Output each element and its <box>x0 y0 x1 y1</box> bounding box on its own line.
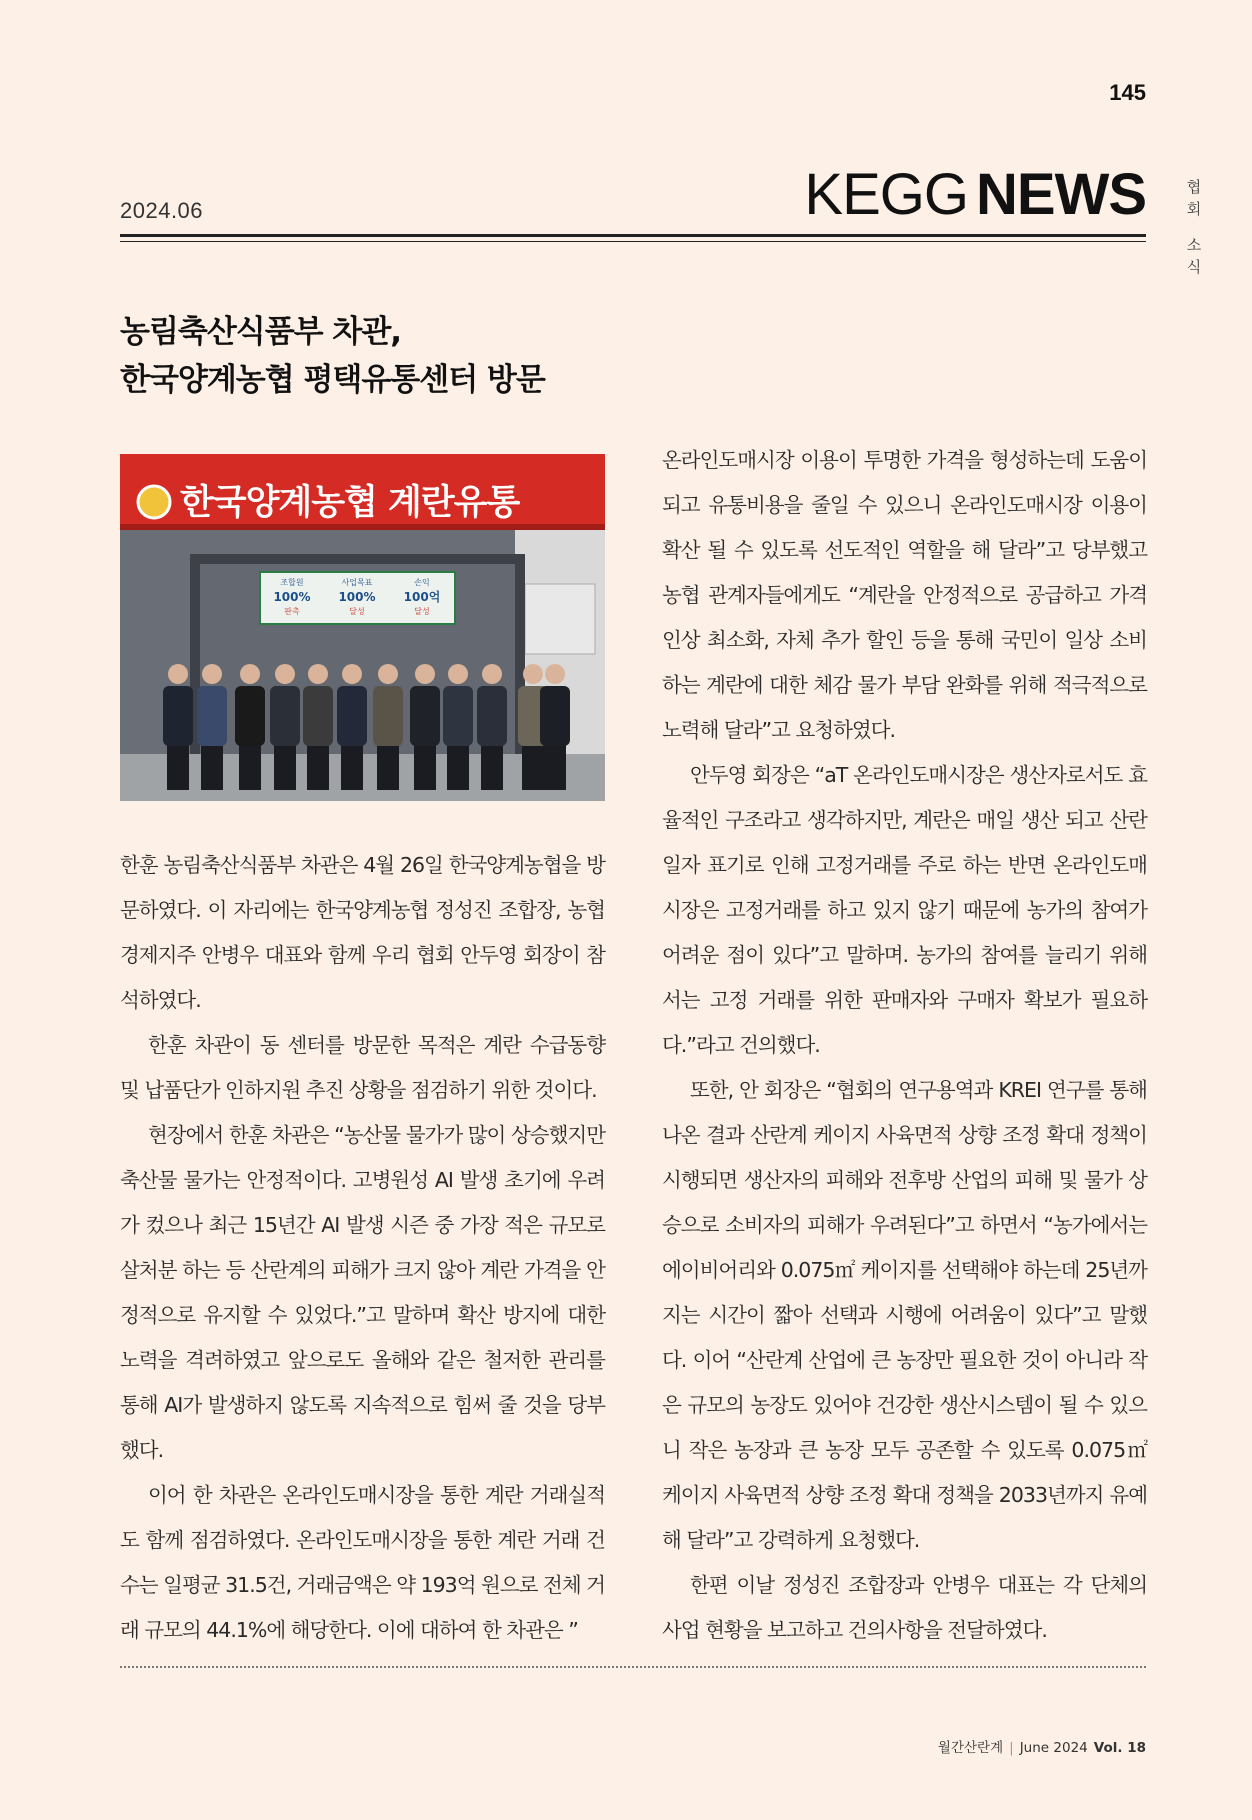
page-number: 145 <box>1109 80 1146 105</box>
issue-date: 2024.06 <box>120 198 204 223</box>
paragraph: 한훈 차관이 동 센터를 방문한 목적은 계란 수급동향 및 납품단가 인하지원 추진 상황을 점검하기 위한 것이다. <box>120 1033 605 1102</box>
person-head <box>545 664 565 684</box>
person-body <box>303 686 333 746</box>
banner-value: 100% <box>338 590 376 604</box>
person-body <box>197 686 227 746</box>
article-title-line2: 한국양계농협 평택유통센터 방문 <box>120 362 545 398</box>
side-label-char: 소 <box>1186 236 1202 254</box>
person-head <box>168 664 188 684</box>
person-body <box>163 686 193 746</box>
person-body <box>270 686 300 746</box>
side-label-char: 협 <box>1186 178 1202 196</box>
person-head <box>308 664 328 684</box>
person-body <box>235 686 265 746</box>
article-title-line1: 농림축산식품부 차관, <box>120 314 402 350</box>
person-head <box>448 664 468 684</box>
side-label-char: 식 <box>1186 258 1202 276</box>
person-head <box>240 664 260 684</box>
person-legs <box>167 744 189 790</box>
person-head <box>275 664 295 684</box>
person-legs <box>201 744 223 790</box>
section-side-label <box>1182 176 1206 278</box>
banner-label: 조합원 <box>280 578 304 587</box>
person-legs <box>447 744 469 790</box>
article-photo <box>120 454 605 801</box>
person-body <box>337 686 367 746</box>
banner-value: 100% <box>273 590 311 604</box>
person-head <box>482 664 502 684</box>
person-head <box>202 664 222 684</box>
person-legs <box>522 744 544 790</box>
banner-sub: 판촉 <box>284 607 300 616</box>
cooperative-logo <box>138 486 170 518</box>
masthead-kegg: KEGG <box>804 162 968 227</box>
person-legs <box>274 744 296 790</box>
sign-text: 한국양계농협 계란유통 <box>180 483 520 523</box>
person-legs <box>307 744 329 790</box>
footer-issue: June 2024 <box>1019 1740 1088 1756</box>
person-legs <box>481 744 503 790</box>
paragraph: 한편 이날 정성진 조합장과 안병우 대표는 각 단체의 사업 현황을 보고하고 건의사항을 전달하였다. <box>662 1573 1147 1642</box>
person-head <box>523 664 543 684</box>
person-head <box>415 664 435 684</box>
photo-illustration <box>120 454 605 801</box>
person-body <box>443 686 473 746</box>
paragraph: 또한, 안 회장은 “협회의 연구용역과 KREI 연구를 통해 나온 결과 산란계 케이지 사육면적 상향 조정 확대 정책이 시행되면 생산자의 피해와 전후방 산업의 피해 및 물가 상승으로 소비자의 피해가 우려된다”고 하면서 “농가에서는 에이비어리와 0.075㎡ 케이지를 선택해야 하는데 25년까지는 시간이 짧아 선택과 시행에 어려움이 있다”고 말했다. 이어 “산란계 산업에 큰 농장만 필요한 것이 아니라 작은 규모의 농장도 있어야 건강한 생산시스템이 될 수 있으니 작은 농장과 큰 농장 모두 공존할 수 있도록 0.075㎡ 케이지 사육면적 상향 조정 확대 정책을 2033년까지 유예해 달라”고 강력하게 요청했다. <box>662 1078 1147 1552</box>
header-rule-thick <box>120 234 1146 237</box>
person-body <box>540 686 570 746</box>
person-head <box>342 664 362 684</box>
banner-sub: 달성 <box>414 607 430 616</box>
masthead-news: NEWS <box>976 162 1146 227</box>
paragraph: 현장에서 한훈 차관은 “농산물 물가가 많이 상승했지만 축산물 물가는 안정적이다. 고병원성 AI 발생 초기에 우려가 컸으나 최근 15년간 AI 발생 시즌 중 가장 적은 규모로 살처분 하는 등 산란계의 피해가 크지 않아 계란 가격을 안정적으로 유지할 수 있었다.”고 말하며 확산 방지에 대한 노력을 격려하였고 앞으로도 올해와 같은 철저한 관리를 통해 AI가 발생하지 않도록 지속적으로 힘써 줄 것을 당부했다. <box>120 1123 605 1462</box>
paragraph: 안두영 회장은 “aT 온라인도매시장은 생산자로서도 효율적인 구조라고 생각하지만, 계란은 매일 생산 되고 산란일자 표기로 인해 고정거래를 주로 하는 반면 온라인도매시장은 고정거래를 하고 있지 않기 때문에 농가의 참여가 어려운 점이 있다”고 말하며. 농가의 참여를 늘리기 위해서는 고정 거래를 위한 판매자와 구매자 확보가 필요하다.”라고 건의했다. <box>662 763 1147 1057</box>
person-legs <box>239 744 261 790</box>
person-legs <box>377 744 399 790</box>
article-column-left <box>120 843 605 1653</box>
person-legs <box>341 744 363 790</box>
person-head <box>378 664 398 684</box>
person-legs <box>544 744 566 790</box>
banner-label: 손익 <box>414 578 430 587</box>
banner-value: 100억 <box>403 590 441 604</box>
article-column-right <box>662 438 1147 1653</box>
person-body <box>477 686 507 746</box>
footer-volume: Vol. 18 <box>1093 1740 1146 1756</box>
person-legs <box>414 744 436 790</box>
footer-magazine: 월간산란계 <box>937 1740 1004 1756</box>
banner-sub: 달성 <box>349 607 365 616</box>
footer-dotted-rule <box>120 1666 1146 1668</box>
masthead <box>804 162 1146 228</box>
footer <box>938 1736 1146 1756</box>
article-title <box>120 308 820 404</box>
paragraph: 이어 한 차관은 온라인도매시장을 통한 계란 거래실적도 함께 점검하였다. 온라인도매시장을 통한 계란 거래 건수는 일평균 31.5건, 거래금액은 약 193억 원으로 전체 거래 규모의 44.1%에 해당한다. 이에 대하여 한 차관은 ” <box>120 1483 605 1642</box>
header-rule-thin <box>120 241 1146 242</box>
person-body <box>410 686 440 746</box>
side-label-char: 회 <box>1186 200 1202 218</box>
person-body <box>373 686 403 746</box>
paragraph: 한훈 농림축산식품부 차관은 4월 26일 한국양계농협을 방문하였다. 이 자리에는 한국양계농협 정성진 조합장, 농협경제지주 안병우 대표와 함께 우리 협회 안두영 회장이 참석하였다. <box>120 853 605 1012</box>
footer-separator: | <box>1009 1740 1014 1756</box>
paragraph: 온라인도매시장 이용이 투명한 가격을 형성하는데 도움이 되고 유통비용을 줄일 수 있으니 온라인도매시장 이용이 확산 될 수 있도록 선도적인 역할을 해 달라”고 당부했고 농협 관계자들에게도 “계란을 안정적으로 공급하고 가격 인상 최소화, 자체 추가 할인 등을 통해 국민이 일상 소비하는 계란에 대한 체감 물가 부담 완화를 위해 적극적으로 노력해 달라”고 요청하였다. <box>662 448 1147 742</box>
banner-label: 사업목표 <box>341 578 373 587</box>
